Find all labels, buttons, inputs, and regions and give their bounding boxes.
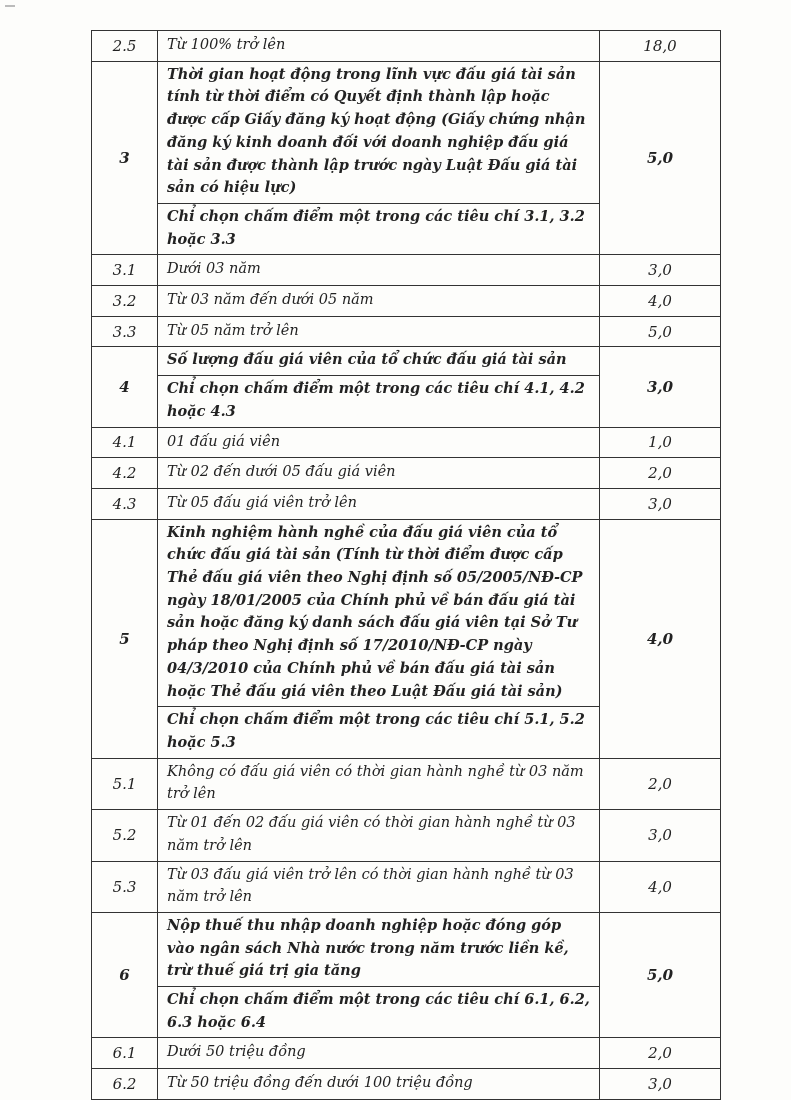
criterion-number: 3.3: [92, 317, 158, 347]
criterion-score: 3,0: [600, 1069, 721, 1099]
criterion-content: [158, 489, 600, 519]
criterion-text: Không có đấu giá viên có thời gian hành nghề từ 03 năm trở lên: [167, 763, 584, 803]
criterion-number: 6: [92, 913, 158, 1038]
table-row: [92, 1038, 721, 1069]
scan-mark: [5, 5, 15, 7]
criterion-text: Từ 100% trở lên: [167, 37, 286, 53]
table-row: [92, 913, 721, 1039]
criterion-content: [158, 428, 600, 458]
table-row: [92, 520, 721, 759]
criterion-content: [158, 255, 600, 285]
criterion-score: 1,0: [600, 428, 721, 458]
criterion-number: 3.1: [92, 255, 158, 285]
criterion-text: Từ 05 đấu giá viên trở lên: [167, 494, 357, 511]
criterion-number: 5.1: [92, 759, 158, 809]
criterion-score: 3,0: [600, 347, 721, 426]
criterion-text: Dưới 50 triệu đồng: [167, 1044, 306, 1061]
criterion-instruction: Chỉ chọn chấm điểm một trong các tiêu chí 6.1, 6.2, 6.3 hoặc 6.4: [158, 986, 599, 1037]
criterion-score: 18,0: [600, 31, 721, 61]
table-row: [92, 489, 721, 520]
criterion-number: 3.2: [92, 286, 158, 316]
criterion-text: Từ 02 đến dưới 05 đấu giá viên: [167, 464, 396, 481]
criterion-number: 5.3: [92, 862, 158, 912]
criterion-number: 6.2: [92, 1069, 158, 1099]
criterion-text: Từ 03 năm đến dưới 05 năm: [167, 292, 374, 309]
criterion-score: 3,0: [600, 489, 721, 519]
criterion-content: [158, 347, 600, 426]
criterion-number: 2.5: [92, 31, 158, 61]
criterion-instruction: Chỉ chọn chấm điểm một trong các tiêu chí 3.1, 3.2 hoặc 3.3: [158, 203, 599, 254]
table-row: [92, 862, 721, 913]
table-row: [92, 458, 721, 489]
criterion-content: [158, 458, 600, 488]
criterion-instruction: Chỉ chọn chấm điểm một trong các tiêu chí 5.1, 5.2 hoặc 5.3: [158, 706, 599, 757]
criterion-score: 2,0: [600, 1038, 721, 1068]
criterion-score: 2,0: [600, 458, 721, 488]
criterion-number: 3: [92, 62, 158, 255]
criterion-text: Từ 03 đấu giá viên trở lên có thời gian hành nghề từ 03 năm trở lên: [167, 866, 574, 906]
criterion-text: Nộp thuế thu nhập doanh nghiệp hoặc đóng góp vào ngân sách Nhà nước trong năm trước liền kề, trừ thuế giá trị gia tăng: [167, 916, 569, 980]
criterion-number: 4.3: [92, 489, 158, 519]
criterion-content: [158, 759, 600, 809]
criterion-number: 6.1: [92, 1038, 158, 1068]
criterion-score: 3,0: [600, 255, 721, 285]
criterion-text: Từ 05 năm trở lên: [167, 322, 299, 339]
criterion-content: [158, 520, 600, 758]
table-row: [92, 286, 721, 317]
criterion-text: Số lượng đấu giá viên của tổ chức đấu giá tài sản: [167, 351, 567, 369]
criterion-score: 2,0: [600, 759, 721, 809]
table-row: [92, 428, 721, 459]
criterion-number: 4.1: [92, 428, 158, 458]
criterion-instruction: Chỉ chọn chấm điểm một trong các tiêu chí 4.1, 4.2 hoặc 4.3: [158, 375, 599, 426]
criterion-text: Từ 01 đến 02 đấu giá viên có thời gian hành nghề từ 03 năm trở lên: [167, 815, 576, 854]
criterion-content: [158, 31, 600, 61]
criterion-score: 4,0: [600, 862, 721, 912]
criterion-text: Từ 50 triệu đồng đến dưới 100 triệu đồng: [167, 1075, 473, 1092]
criterion-score: 4,0: [600, 520, 721, 758]
table-row: [92, 810, 721, 861]
criterion-text: Kinh nghiệm hành nghề của đấu giá viên của tổ chức đấu giá tài sản (Tính từ thời điểm được cấp Thẻ đấu giá viên theo Nghị định số 05/2005/NĐ-CP ngày 18/01/2005 của Chính phủ về bán đấu giá tài sản hoặc đăng ký danh sách đấu giá viên tại Sở Tư pháp theo Nghị định số 17/2010/NĐ-CP ngày 04/3/2010 của Chính phủ về bán đấu giá tài sản hoặc Thẻ đấu giá viên theo Luật Đấu giá tài sản): [167, 523, 583, 700]
criterion-content: [158, 1038, 600, 1068]
criterion-score: 5,0: [600, 62, 721, 255]
criterion-content: [158, 62, 600, 255]
criterion-score: 3,0: [600, 810, 721, 860]
criterion-number: 4: [92, 347, 158, 426]
table-row: [92, 31, 721, 62]
table-row: [92, 317, 721, 348]
table-row: [92, 62, 721, 256]
criterion-content: [158, 913, 600, 1038]
criterion-content: [158, 286, 600, 316]
table-row: [92, 255, 721, 286]
table-row: [92, 1069, 721, 1100]
criterion-content: [158, 317, 600, 347]
criterion-text: Thời gian hoạt động trong lĩnh vực đấu giá tài sản tính từ thời điểm có Quyết định thành lập hoặc được cấp Giấy đăng ký hoạt động (Giấy chứng nhận đăng ký kinh doanh đối với doanh nghiệp đấu giá tài sản được thành lập trước ngày Luật Đấu giá tài sản có hiệu lực): [167, 65, 586, 197]
criterion-content: [158, 862, 600, 912]
criterion-score: 5,0: [600, 913, 721, 1038]
criterion-number: 5: [92, 520, 158, 758]
criteria-table: [91, 30, 721, 1100]
table-row: [92, 347, 721, 427]
table-row: [92, 759, 721, 810]
criterion-text: 01 đấu giá viên: [167, 433, 281, 450]
criterion-content: [158, 1069, 600, 1099]
criterion-content: [158, 810, 600, 860]
criterion-score: 4,0: [600, 286, 721, 316]
criterion-score: 5,0: [600, 317, 721, 347]
criterion-text: Dưới 03 năm: [167, 261, 261, 278]
criterion-number: 4.2: [92, 458, 158, 488]
criterion-number: 5.2: [92, 810, 158, 860]
